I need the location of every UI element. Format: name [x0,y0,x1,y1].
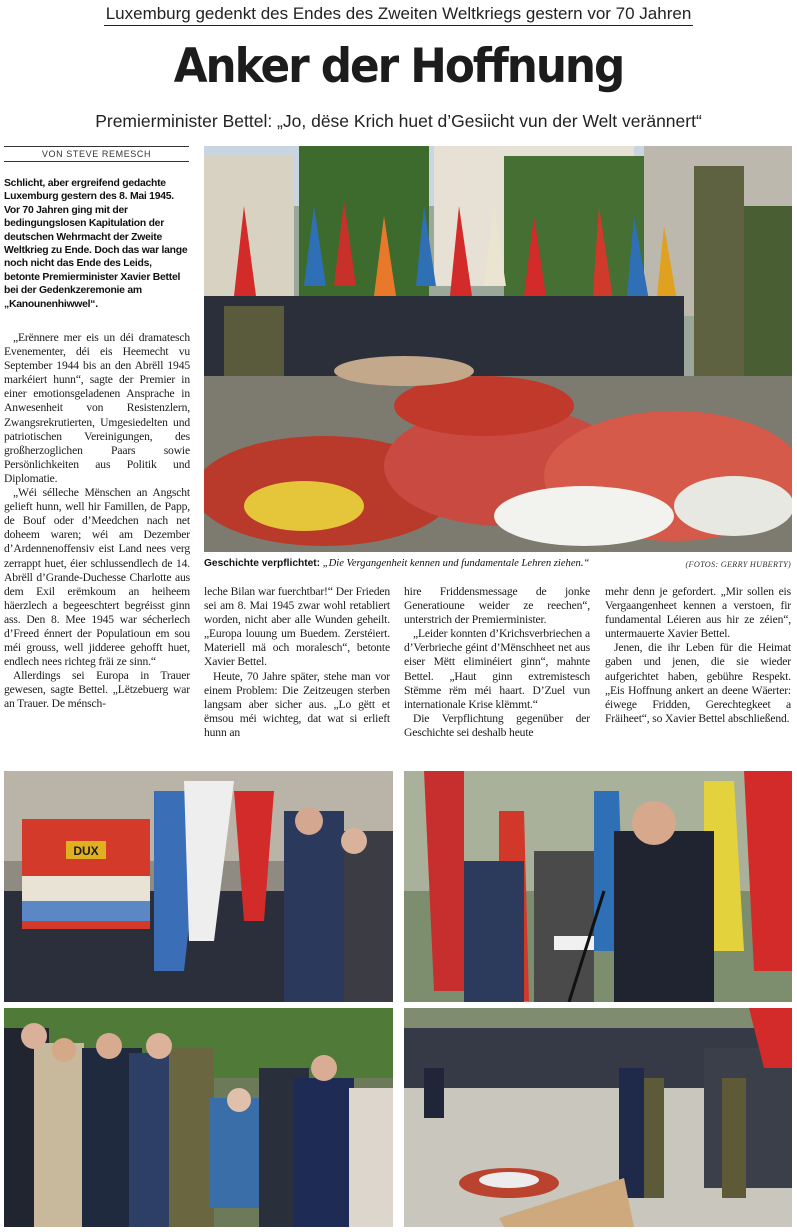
caption-label: Geschichte verpflichtet: [204,558,321,569]
photo-credit: (FOTOS: GERRY HUBERTY) [685,560,791,569]
kicker-text: Luxemburg gedenkt des Endes des Zweiten Weltkriegs gestern vor 70 Jahren [104,3,694,26]
caption-quote: „Die Vergangenheit kennen und fundamentale Lehren ziehen.“ [322,558,590,569]
headline: Anker der Hoffnung [173,39,624,94]
article-column-2 [204,585,390,740]
photo-flag-bearers [4,771,393,1002]
paragraph: „Leider konnten d’Krichsverbriechen a d’Verbrieche géint d’Mënschheet net aus eiser Mëtt eliminéiert ginn“, mahnte Bettel. „Haut ginn extremistesch Stëmme rëm méi haart. D’Zuel vun internationale Krise klëmmt.“ [404,627,590,711]
paragraph: „Wéi sélleche Mënschen an Angscht gelieft hunn, well hir Famillen, de Papp, de Bouf oder d’Meedchen nach net doheem waren; wéi am Dezember d’Ardennenoffensiv eist Land nees verg zerrappt huet, éier schlussendlech de 14. Abrëll d’Grande-Duchesse Charlotte aus dem Exil erëmkoum an heiheem häerzlech a begeeschtert begréisst ginn ass. Den 8. Mee 1945 war sécherlech d’Freed énnert der Populatioun em sou méi grouss, well jidderee gehofft huet, endlech nees richteg fräi ze sinn.“ [4,486,190,669]
article-column-1 [4,331,190,712]
subheadline: Premierminister Bettel: „Jo, dëse Krich huet d’Gesiicht vun der Welt verännert“ [95,111,702,131]
lead-paragraph: Schlicht, aber ergreifend gedachte Luxemburg gestern des 8. Mai 1945. Vor 70 Jahren ging mit der bedingungslosen Kapitulation der deutschen Wehrmacht der Zweite Weltkrieg zu Ende. Doch das war lange noch nicht das Ende des Leids, betonte Premierminister Xavier Bettel bei der Gedenkzeremonie am „Kanounenhiwwel“. [4,178,188,310]
paragraph: Allerdings sei Europa in Trauer gewesen, sagte Bettel. „Lëtzebuerg war an Trauer. De ménsch- [4,669,190,711]
photo-guests [4,1008,393,1227]
speech-illustration [404,771,792,1002]
paragraph: Heute, 70 Jahre später, stehe man vor einem Problem: Die Zeitzeugen sterben langsam aber sicher aus. „Lo gëtt et ëmsou méi wichteg, dat wat si erlieft hunn an [204,669,390,739]
byline: VON STEVE REMESCH [4,146,189,162]
paragraph: „Erënnere mer eis un déi dramatesch Evenementer, déi eis Heemecht vu September 1944 bis an den Abrëll 1945 markéiert hunn“, sagte der Premier in einer emotionsgeladenen Ansprache in Anwesenheit von Resistenzlern, Zwangsrekrutierten, Umgesiedelten und patriotischen Vereinigungen, des großherzoglichen Paars sowie Persönlichkeiten aus Politik und Diplomatie. [4,331,190,485]
article-column-4 [605,585,791,726]
paragraph: hire Friddensmessage de jonke Generatioune weider ze reechen“, unterstrich der Premierminister. [404,585,590,627]
article-column-3 [404,585,590,740]
paragraph: mehr denn je gefordert. „Mir sollen eis Vergaangenheet kennen a verstoen, fir fundamental Léieren aus hir ze zéien“, untermauerte Xavier Bettel. [605,585,791,641]
paragraph: Die Verpflichtung gegenüber der Geschichte sei deshalb heute [404,711,590,739]
photo-wreath-laying [404,1008,792,1227]
guests-illustration [4,1008,393,1227]
kicker-line [0,3,797,26]
paragraph: Jenen, die ihr Leben für die Heimat gaben und jenen, die sie wieder aufgerichtet haben, gebühre Respekt. „Eis Hoffnung ankert an deene Wäerter: éiwege Fridden, Gerechtegkeet a Fräiheet“, so Xavier Bettel abschließend. [605,641,791,725]
paragraph: leche Bilan war fuerchtbar!“ Der Frieden sei am 8. Mai 1945 zwar wohl retabliert worden, nicht aber alle Wunden geheilt. „Europa louung um Buedem. Zerstéiert. Materiell mä och moralesch“, betonte Xavier Bettel. [204,585,390,669]
flag-banner-text: DUX [73,844,99,858]
ceremony-photo-illustration [204,146,792,552]
wreath-laying-illustration [404,1008,792,1227]
photo-speech [404,771,792,1002]
flag-bearers-illustration [4,771,393,1002]
main-photo-ceremony [204,146,792,552]
